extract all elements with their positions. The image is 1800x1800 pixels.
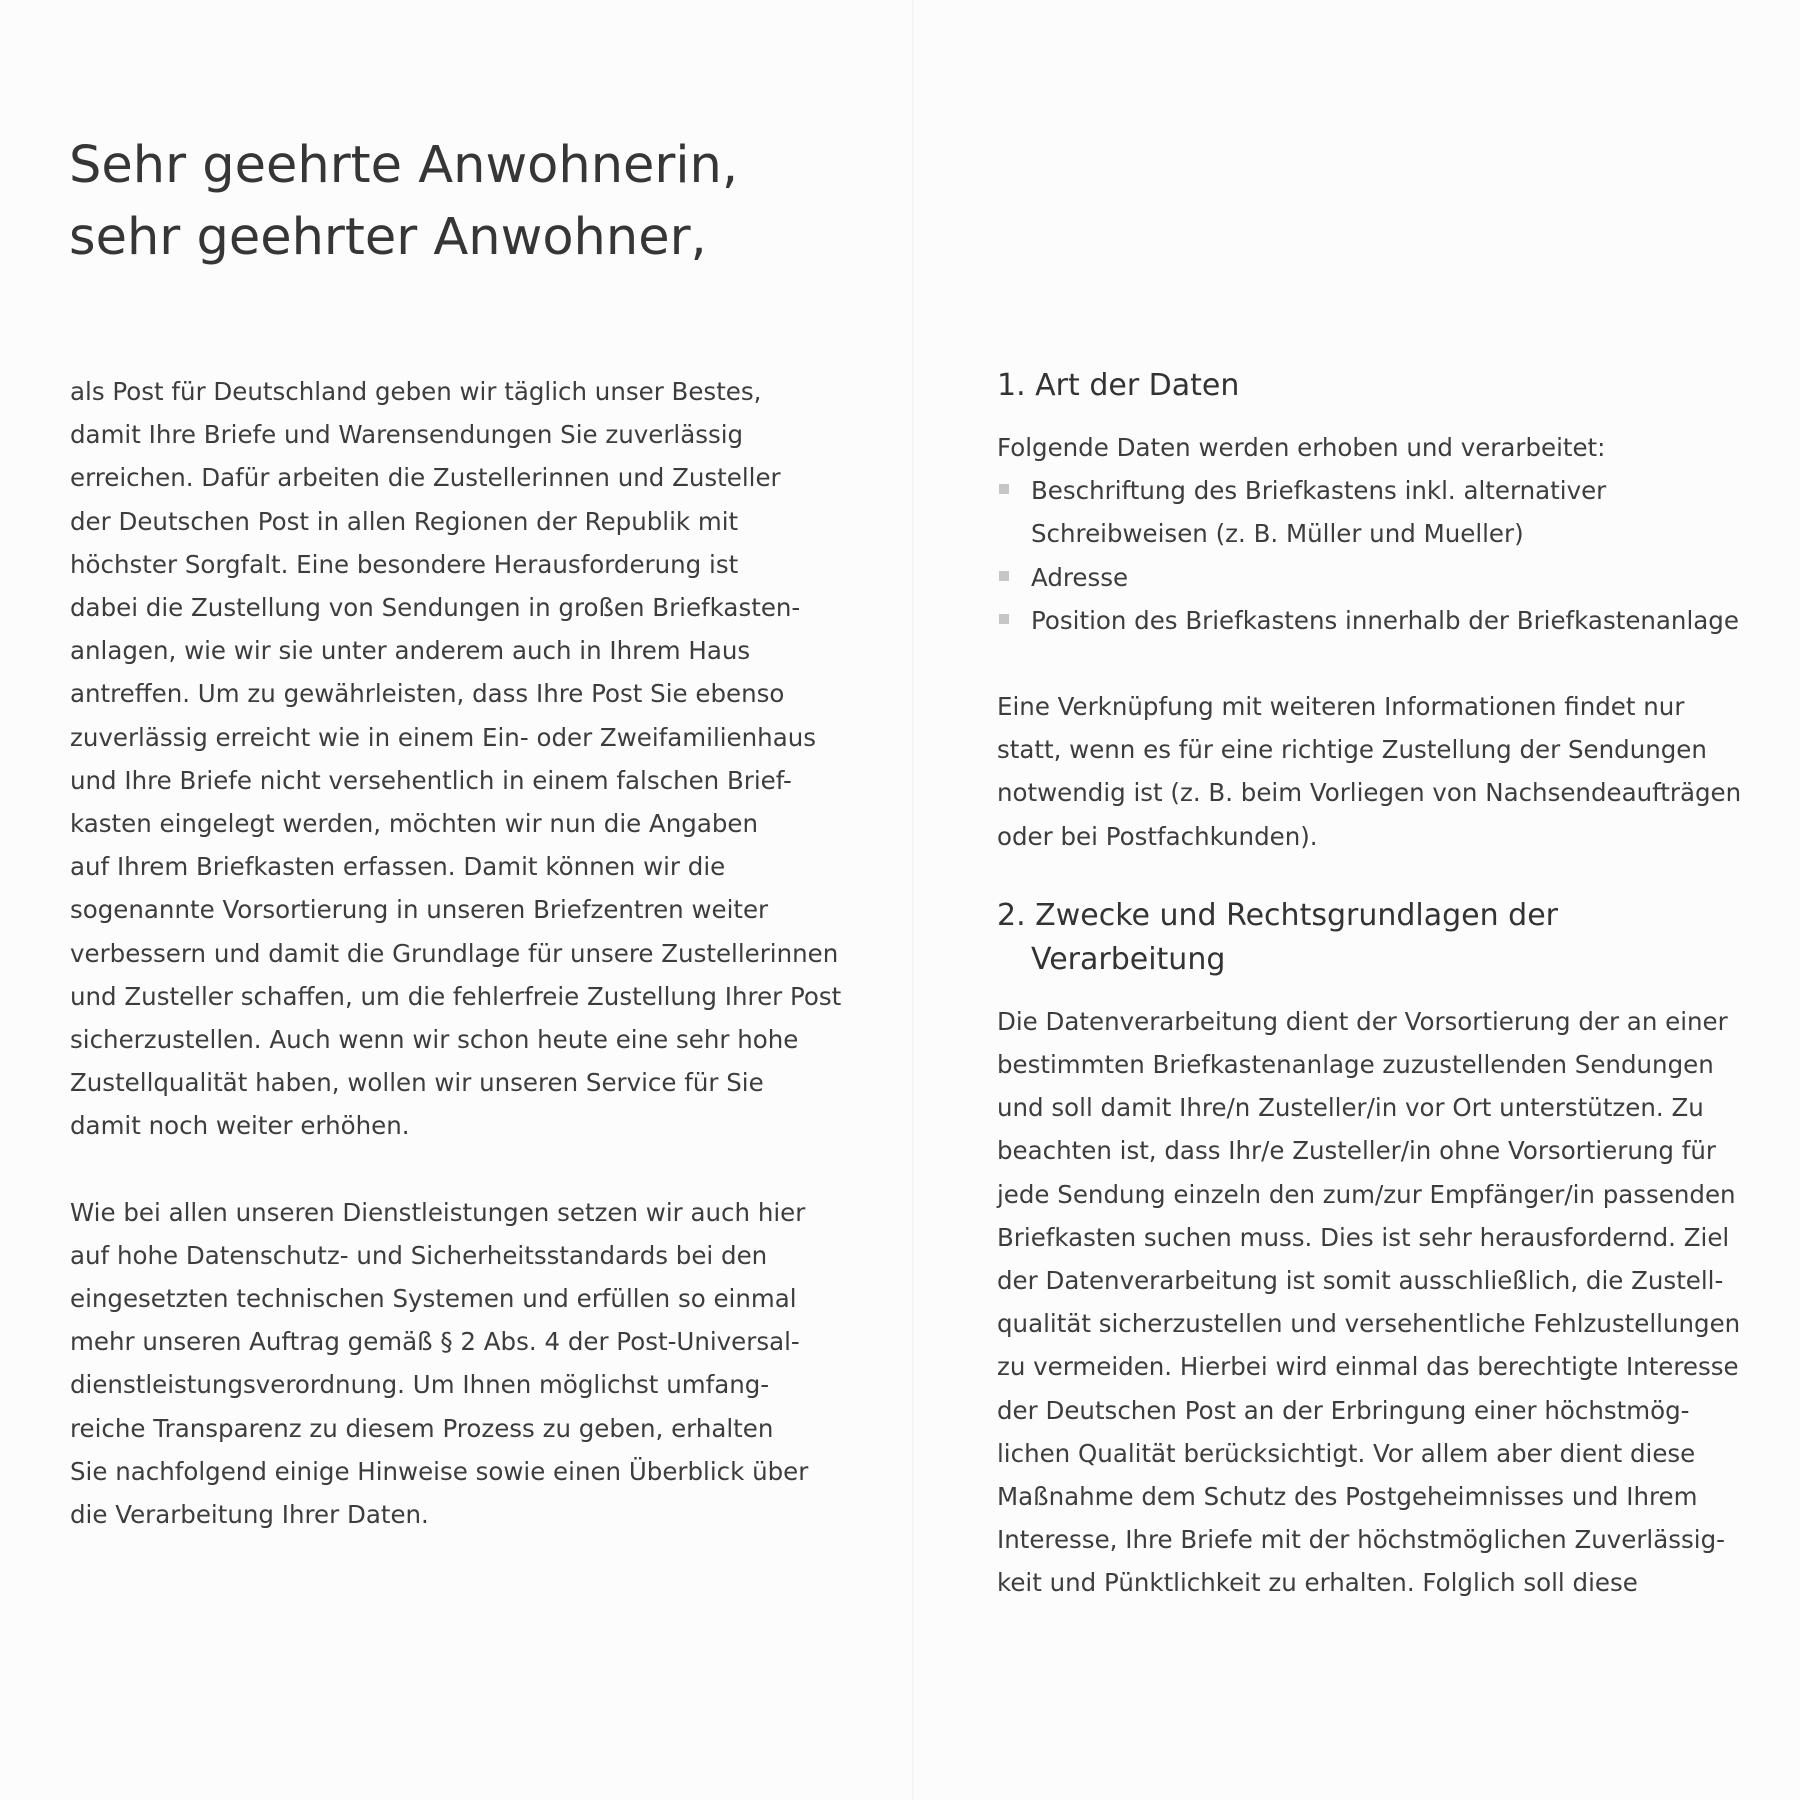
title-gap [997,408,1737,426]
intro-line: und Ihre Briefe nicht versehentlich in einem falschen Brief- [70,765,792,795]
privacy-paragraph [70,1191,830,1537]
section-2-title [997,894,1737,982]
section-1-intro: Folgende Daten werden erhoben und verarbeitet: [997,433,1606,462]
intro-line: der Deutschen Post in allen Regionen der Republik mit [70,506,739,536]
intro-line: kasten eingelegt werden, möchten wir nun die Angaben [70,809,759,839]
section-2-title-line-2: Verarbeitung [1031,941,1226,977]
purpose-line: Interesse, Ihre Briefe mit der höchstmöglichen Zuverlässig- [997,1525,1725,1555]
intro-line: erreichen. Dafür arbeiten die Zustellerinnen und Zusteller [70,463,781,493]
privacy-line: eingesetzten technischen Systemen und erfüllen so einmal [70,1284,797,1314]
list-item-text: Position des Briefkastens innerhalb der Briefkastenanlage [1031,605,1739,635]
linkage-line: notwendig ist (z. B. beim Vorliegen von Nachsendeaufträgen [997,778,1742,808]
intro-paragraph [70,370,842,1148]
salutation-line-2: sehr geehrter Anwohner, [69,208,707,267]
list-item [997,556,1737,599]
title-gap [997,982,1737,1000]
letter-salutation [69,130,869,274]
section-1-title: 1. Art der Daten [997,368,1240,403]
purpose-line: der Deutschen Post an der Erbringung einer höchstmög- [997,1395,1690,1425]
intro-line: zuverlässig erreicht wie in einem Ein- oder Zweifamilienhaus [70,722,816,752]
section-gap [997,858,1737,894]
right-column [997,364,1742,1605]
intro-line: als Post für Deutschland geben wir täglich unser Bestes, [70,377,762,406]
privacy-line: die Verarbeitung Ihrer Daten. [70,1500,429,1530]
intro-line: damit Ihre Briefe und Warensendungen Sie zuverlässig [70,420,744,450]
list-item-text: Adresse [1031,562,1129,592]
intro-line: und Zusteller schaffen, um die fehlerfreie Zustellung Ihrer Post [70,981,842,1011]
page-fold [912,0,914,1800]
purpose-line: beachten ist, dass Ihr/e Zusteller/in ohne Vorsortierung für [997,1136,1716,1166]
purpose-line: keit und Pünktlichkeit zu erhalten. Folglich soll diese [997,1568,1638,1598]
linkage-paragraph [997,685,1742,858]
linkage-line: Eine Verknüpfung mit weiteren Informationen findet nur [997,692,1685,722]
list-item-text: Schreibweisen (z. B. Müller und Mueller) [1031,519,1524,549]
square-bullet-icon [999,571,1009,581]
purpose-line: jede Sendung einzeln den zum/zur Empfänger/in passenden [997,1179,1736,1209]
salutation-line-1: Sehr geehrte Anwohnerin, [69,136,739,195]
intro-line: sicherzustellen. Auch wenn wir schon heute eine sehr hohe [70,1025,799,1055]
intro-line: dabei die Zustellung von Sendungen in großen Briefkasten- [70,593,801,623]
data-types-list [997,469,1737,642]
list-item [997,599,1737,642]
paragraph-gap [997,642,1737,685]
intro-line: sogenannte Vorsortierung in unseren Briefzentren weiter [70,895,769,925]
intro-line: Zustellqualität haben, wollen wir unseren Service für Sie [70,1068,764,1098]
privacy-line: auf hohe Datenschutz- und Sicherheitsstandards bei den [70,1240,768,1270]
purpose-line: Die Datenverarbeitung dient der Vorsortierung der an einer [997,1006,1728,1036]
purpose-line: lichen Qualität berücksichtigt. Vor allem aber dient diese [997,1438,1696,1468]
purpose-line: qualität sicherzustellen und versehentliche Fehlzustellungen [997,1309,1741,1339]
intro-line: höchster Sorgfalt. Eine besondere Herausforderung ist [70,549,739,579]
square-bullet-icon [999,614,1009,624]
privacy-line: reiche Transparenz zu diesem Prozess zu geben, erhalten [70,1413,774,1443]
intro-line: antreffen. Um zu gewährleisten, dass Ihre Post Sie ebenso [70,679,785,709]
purpose-paragraph [997,1000,1741,1605]
intro-line: verbessern und damit die Grundlage für unsere Zustellerinnen [70,938,839,968]
purpose-line: zu vermeiden. Hierbei wird einmal das berechtigte Interesse [997,1352,1739,1382]
linkage-line: statt, wenn es für eine richtige Zustellung der Sendungen [997,735,1707,765]
section-2-title-line-1: 2. Zwecke und Rechtsgrundlagen der [997,897,1559,933]
list-item-text: Beschriftung des Briefkastens inkl. alternativer [1031,476,1607,506]
left-column [70,370,842,1536]
privacy-line: dienstleistungsverordnung. Um Ihnen möglichst umfang- [70,1370,770,1400]
purpose-line: der Datenverarbeitung ist somit ausschließlich, die Zustell- [997,1266,1724,1296]
privacy-line: Wie bei allen unseren Dienstleistungen setzen wir auch hier [70,1197,806,1227]
linkage-line: oder bei Postfachkunden). [997,821,1318,851]
paragraph-gap [70,1148,830,1191]
intro-line: auf Ihrem Briefkasten erfassen. Damit können wir die [70,852,726,882]
purpose-line: Briefkasten suchen muss. Dies ist sehr herausfordernd. Ziel [997,1222,1730,1252]
intro-line: damit noch weiter erhöhen. [70,1111,410,1141]
purpose-line: bestimmten Briefkastenanlage zuzustellenden Sendungen [997,1050,1714,1080]
privacy-line: Sie nachfolgend einige Hinweise sowie einen Überblick über [70,1456,809,1486]
privacy-line: mehr unseren Auftrag gemäß § 2 Abs. 4 der Post-Universal- [70,1327,800,1357]
list-item [997,469,1737,555]
square-bullet-icon [999,484,1009,494]
purpose-line: Maßnahme dem Schutz des Postgeheimnisses und Ihrem [997,1482,1698,1512]
purpose-line: und soll damit Ihre/n Zusteller/in vor Ort unterstützen. Zu [997,1093,1704,1123]
intro-line: anlagen, wie wir sie unter anderem auch in Ihrem Haus [70,636,751,666]
